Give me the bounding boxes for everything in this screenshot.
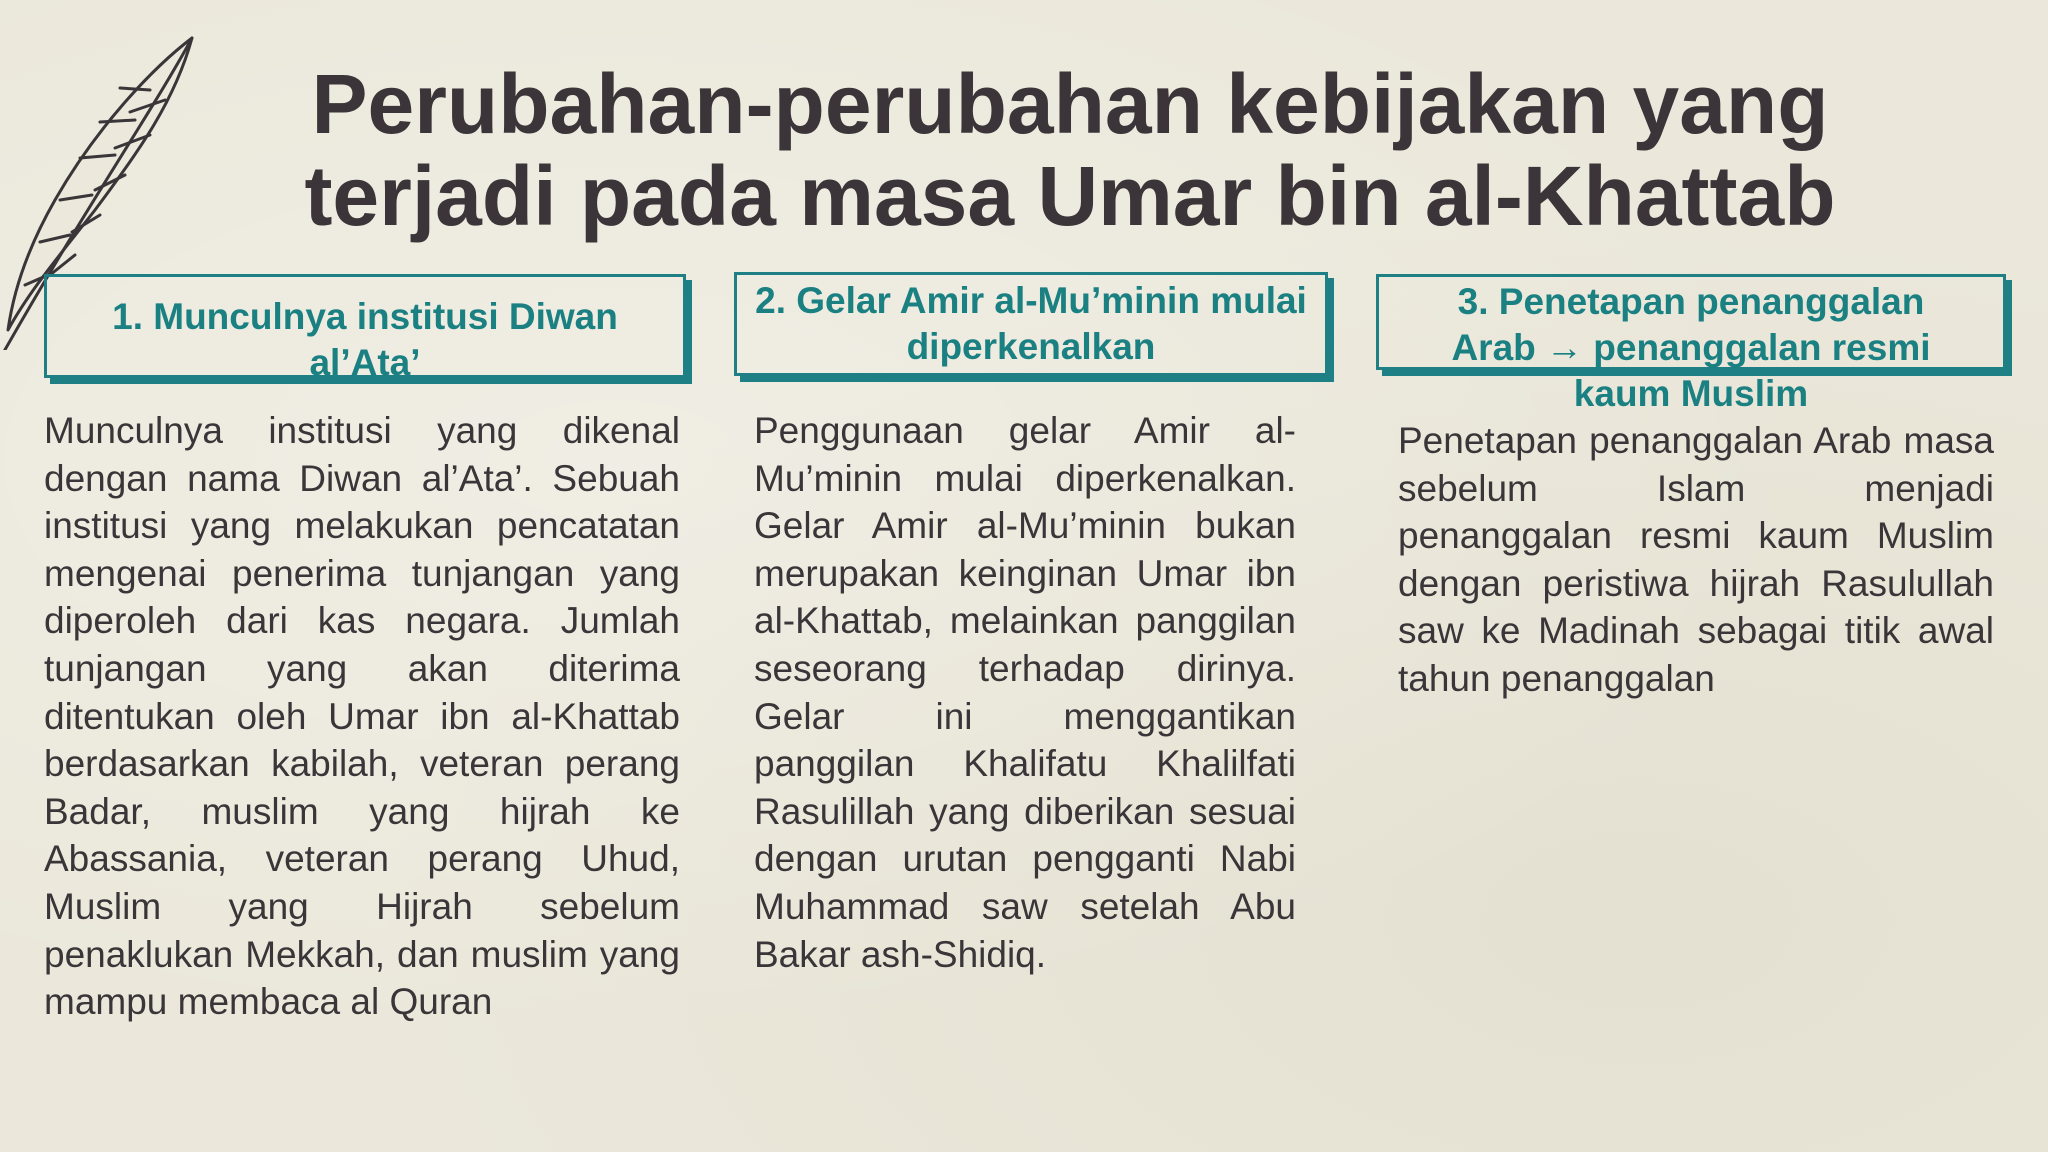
card-1-body: Munculnya institusi yang dikenal dengan nama Diwan al’Ata’. Sebuah institusi yang melakukan pencatatan mengenai penerima tunjangan yang diperoleh dari kas negara. Jumlah tunjangan yang akan diterima ditentukan oleh Umar ibn al-Khattab berdasarkan kabilah, veteran perang Badar, muslim yang hijrah ke Abassania, veteran perang Uhud, Muslim yang Hijrah sebelum penaklukan Mekkah, dan muslim yang mampu membaca al Quran [44,410,680,1023]
card-3-body: Penetapan penanggalan Arab masa sebelum Islam menjadi penanggalan resmi kaum Muslim dengan peristiwa hijrah Rasulullah saw ke Madinah sebagai titik awal tahun penanggalan [1398,420,1994,699]
card-3-heading-box [1376,274,2006,414]
card-2-body: Penggunaan gelar Amir al-Mu’minin mulai diperkenalkan. Gelar Amir al-Mu’minin bukan merupakan keinginan Umar ibn al-Khattab, melainkan panggilan seseorang terhadap dirinya. Gelar ini menggantikan panggilan Khalifatu Khalilfati Rasulillah yang diberikan sesuai dengan urutan pengganti Nabi Muhammad saw setelah Abu Bakar ash-Shidiq. [754,410,1296,975]
card-1-heading: 1. Munculnya institusi Diwan al’Ata’ [112,296,618,383]
card-2-heading-box [734,272,1328,376]
slide-title: Perubahan-perubahan kebijakan yang terjadi pada masa Umar bin al-Khattab [304,57,1836,243]
card-1-heading-box [44,274,686,383]
card-2-heading: 2. Gelar Amir al-Mu’minin mulai diperkenalkan [755,280,1307,367]
card-3-heading: 3. Penetapan penanggalan Arab → penanggalan resmi kaum Muslim [1451,281,1931,414]
